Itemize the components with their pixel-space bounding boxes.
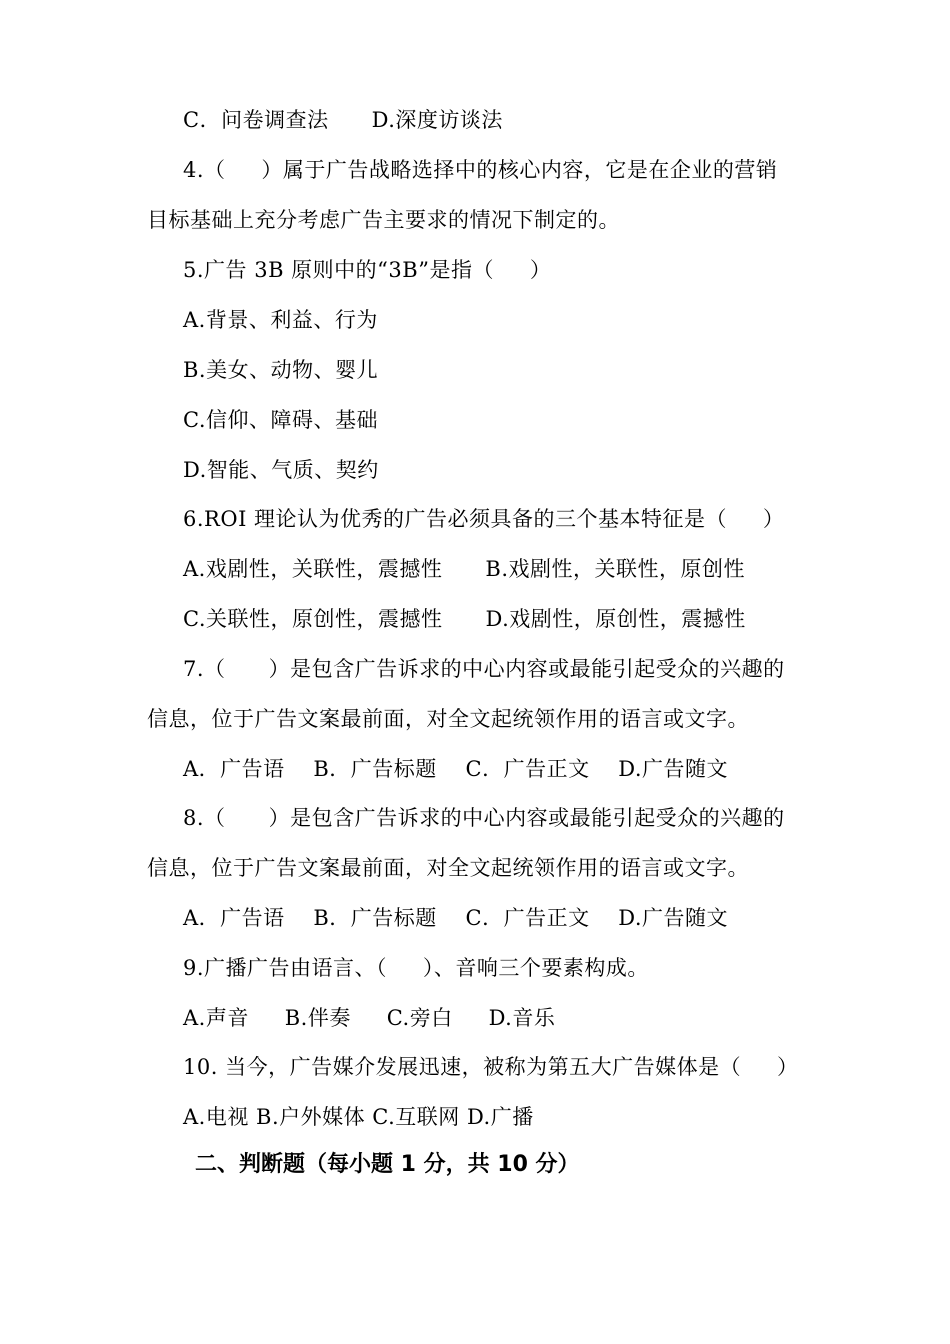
question-9: 9.广播广告由语言、（ ）、音响三个要素构成。 xyxy=(183,956,649,980)
option-5c: C.信仰、障碍、基础 xyxy=(183,408,378,432)
question-5: 5.广告 3B 原则中的“3B”是指（ ） xyxy=(183,258,552,282)
option-line-q3-cd: C．问卷调查法 D.深度访谈法 xyxy=(183,108,503,132)
options-6-cd: C.关联性，原创性，震撼性 D.戏剧性，原创性，震撼性 xyxy=(183,607,746,631)
question-4-line-2: 目标基础上充分考虑广告主要求的情况下制定的。 xyxy=(147,208,620,232)
option-5b: B.美女、动物、婴儿 xyxy=(183,358,379,382)
question-4-line-1: 4.（ ）属于广告战略选择中的核心内容，它是在企业的营销 xyxy=(183,158,778,182)
options-9: A.声音 B.伴奏 C.旁白 D.音乐 xyxy=(183,1006,556,1030)
options-6-ab: A.戏剧性，关联性，震撼性 B.戏剧性，关联性，原创性 xyxy=(183,557,745,581)
options-8: A．广告语 B．广告标题 C．广告正文 D.广告随文 xyxy=(183,906,729,930)
question-6: 6.ROI 理论认为优秀的广告必须具备的三个基本特征是（ ） xyxy=(183,507,785,531)
section-heading-true-false: 二、判断题（每小题 1 分，共 10 分） xyxy=(195,1152,580,1177)
options-7: A．广告语 B．广告标题 C．广告正文 D.广告随文 xyxy=(183,757,729,781)
question-8-line-2: 信息，位于广告文案最前面，对全文起统领作用的语言或文字。 xyxy=(147,856,749,880)
question-7-line-2: 信息，位于广告文案最前面，对全文起统领作用的语言或文字。 xyxy=(147,707,749,731)
question-8-line-1: 8.（ ）是包含广告诉求的中心内容或最能引起受众的兴趣的 xyxy=(183,806,785,830)
option-5d: D.智能、气质、契约 xyxy=(183,458,379,482)
question-7-line-1: 7.（ ）是包含广告诉求的中心内容或最能引起受众的兴趣的 xyxy=(183,657,785,681)
option-5a: A.背景、利益、行为 xyxy=(183,308,378,332)
options-10: A.电视 B.户外媒体 C.互联网 D.广播 xyxy=(183,1105,534,1129)
question-10: 10. 当今，广告媒介发展迅速，被称为第五大广告媒体是（ ） xyxy=(183,1055,799,1079)
